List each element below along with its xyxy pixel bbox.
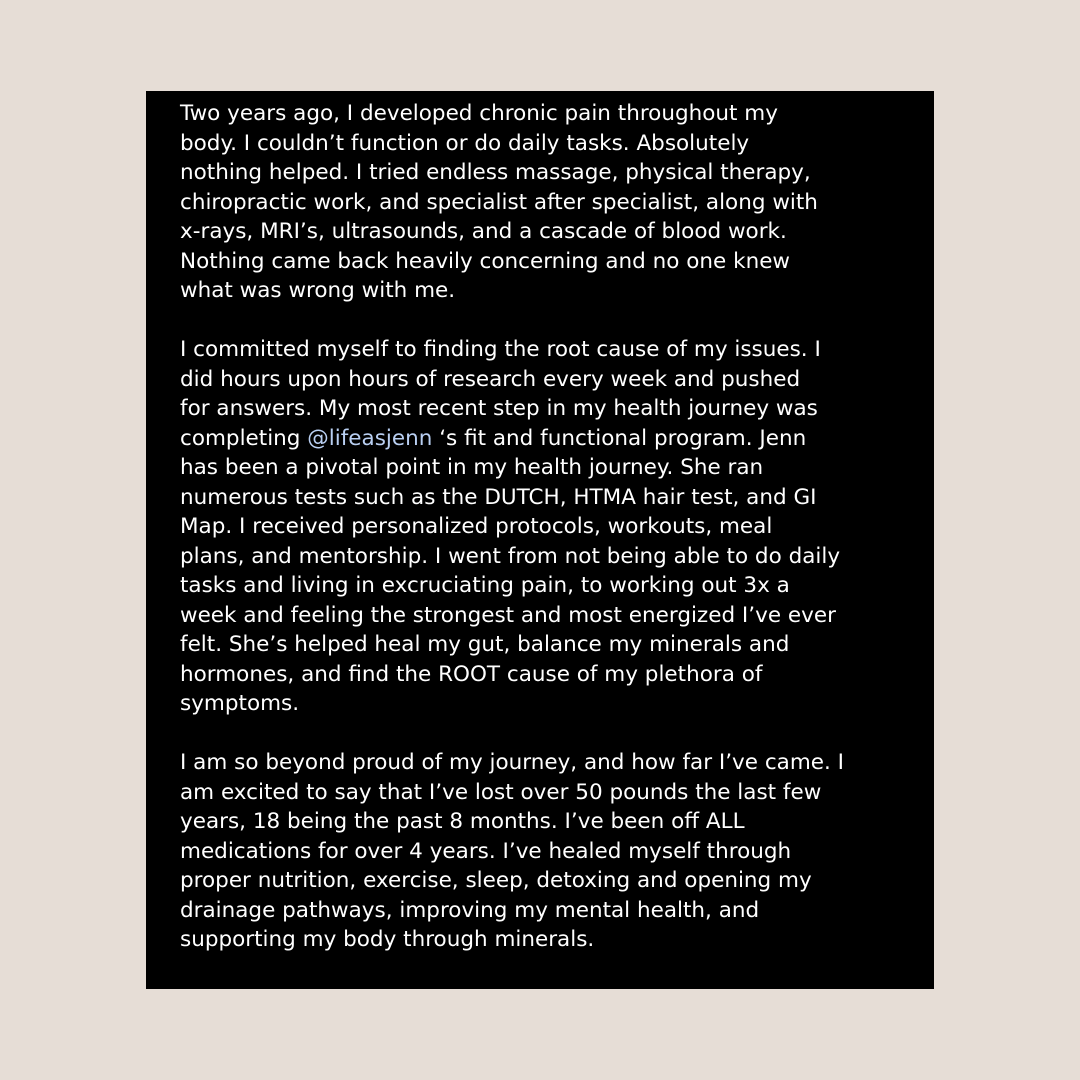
text-line: x-rays, MRI’s, ultrasounds, and a cascade of blood work. <box>180 219 787 244</box>
text-line: Map. I received personalized protocols, workouts, meal <box>180 514 773 539</box>
text-line: am excited to say that I’ve lost over 50 pounds the last few <box>180 779 822 805</box>
text-line: years, 18 being the past 8 months. I’ve been off ALL <box>180 809 745 834</box>
text-line: plans, and mentorship. I went from not being able to do daily <box>180 543 841 569</box>
text-line: for answers. My most recent step in my health journey was <box>180 396 818 421</box>
text-line: numerous tests such as the DUTCH, HTMA hair test, and GI <box>180 484 817 510</box>
text-line: Two years ago, I developed chronic pain throughout my <box>180 101 778 126</box>
text-line: medications for over 4 years. I’ve healed myself through <box>180 838 792 864</box>
text-line: Nothing came back heavily concerning and no one knew <box>180 248 791 274</box>
mention-suffix: ‘s fit and functional program. Jenn <box>432 425 807 451</box>
text-line: I am so beyond proud of my journey, and how far I’ve came. I <box>180 750 845 775</box>
text-line: I committed myself to finding the root cause of my issues. I <box>180 337 821 362</box>
paragraph-2 <box>180 335 914 719</box>
post-text-panel <box>146 91 934 989</box>
text-line: felt. She’s helped heal my gut, balance my minerals and <box>180 632 790 657</box>
text-line-with-mention <box>180 424 914 454</box>
text-line: symptoms. <box>180 691 300 716</box>
text-line: hormones, and find the ROOT cause of my plethora of <box>180 661 763 687</box>
text-line: drainage pathways, improving my mental health, and <box>180 897 760 923</box>
text-line: has been a pivotal point in my health journey. She ran <box>180 455 764 480</box>
text-line: nothing helped. I tried endless massage, physical therapy, <box>180 160 811 185</box>
text-line: week and feeling the strongest and most energized I’ve ever <box>180 602 836 628</box>
text-line: supporting my body through minerals. <box>180 927 595 952</box>
text-line: what was wrong with me. <box>180 278 456 303</box>
text-line: body. I couldn’t function or do daily tasks. Absolutely <box>180 130 750 156</box>
text-line: chiropractic work, and specialist after specialist, along with <box>180 189 818 215</box>
paragraph-1 <box>180 99 914 306</box>
text-line: did hours upon hours of research every week and pushed <box>180 366 801 392</box>
paragraph-3 <box>180 748 914 955</box>
mention-link[interactable]: @lifeasjenn <box>307 425 433 451</box>
mention-prefix: completing <box>180 425 308 451</box>
text-line: proper nutrition, exercise, sleep, detoxing and opening my <box>180 868 812 893</box>
text-line: tasks and living in excruciating pain, to working out 3x a <box>180 573 790 598</box>
